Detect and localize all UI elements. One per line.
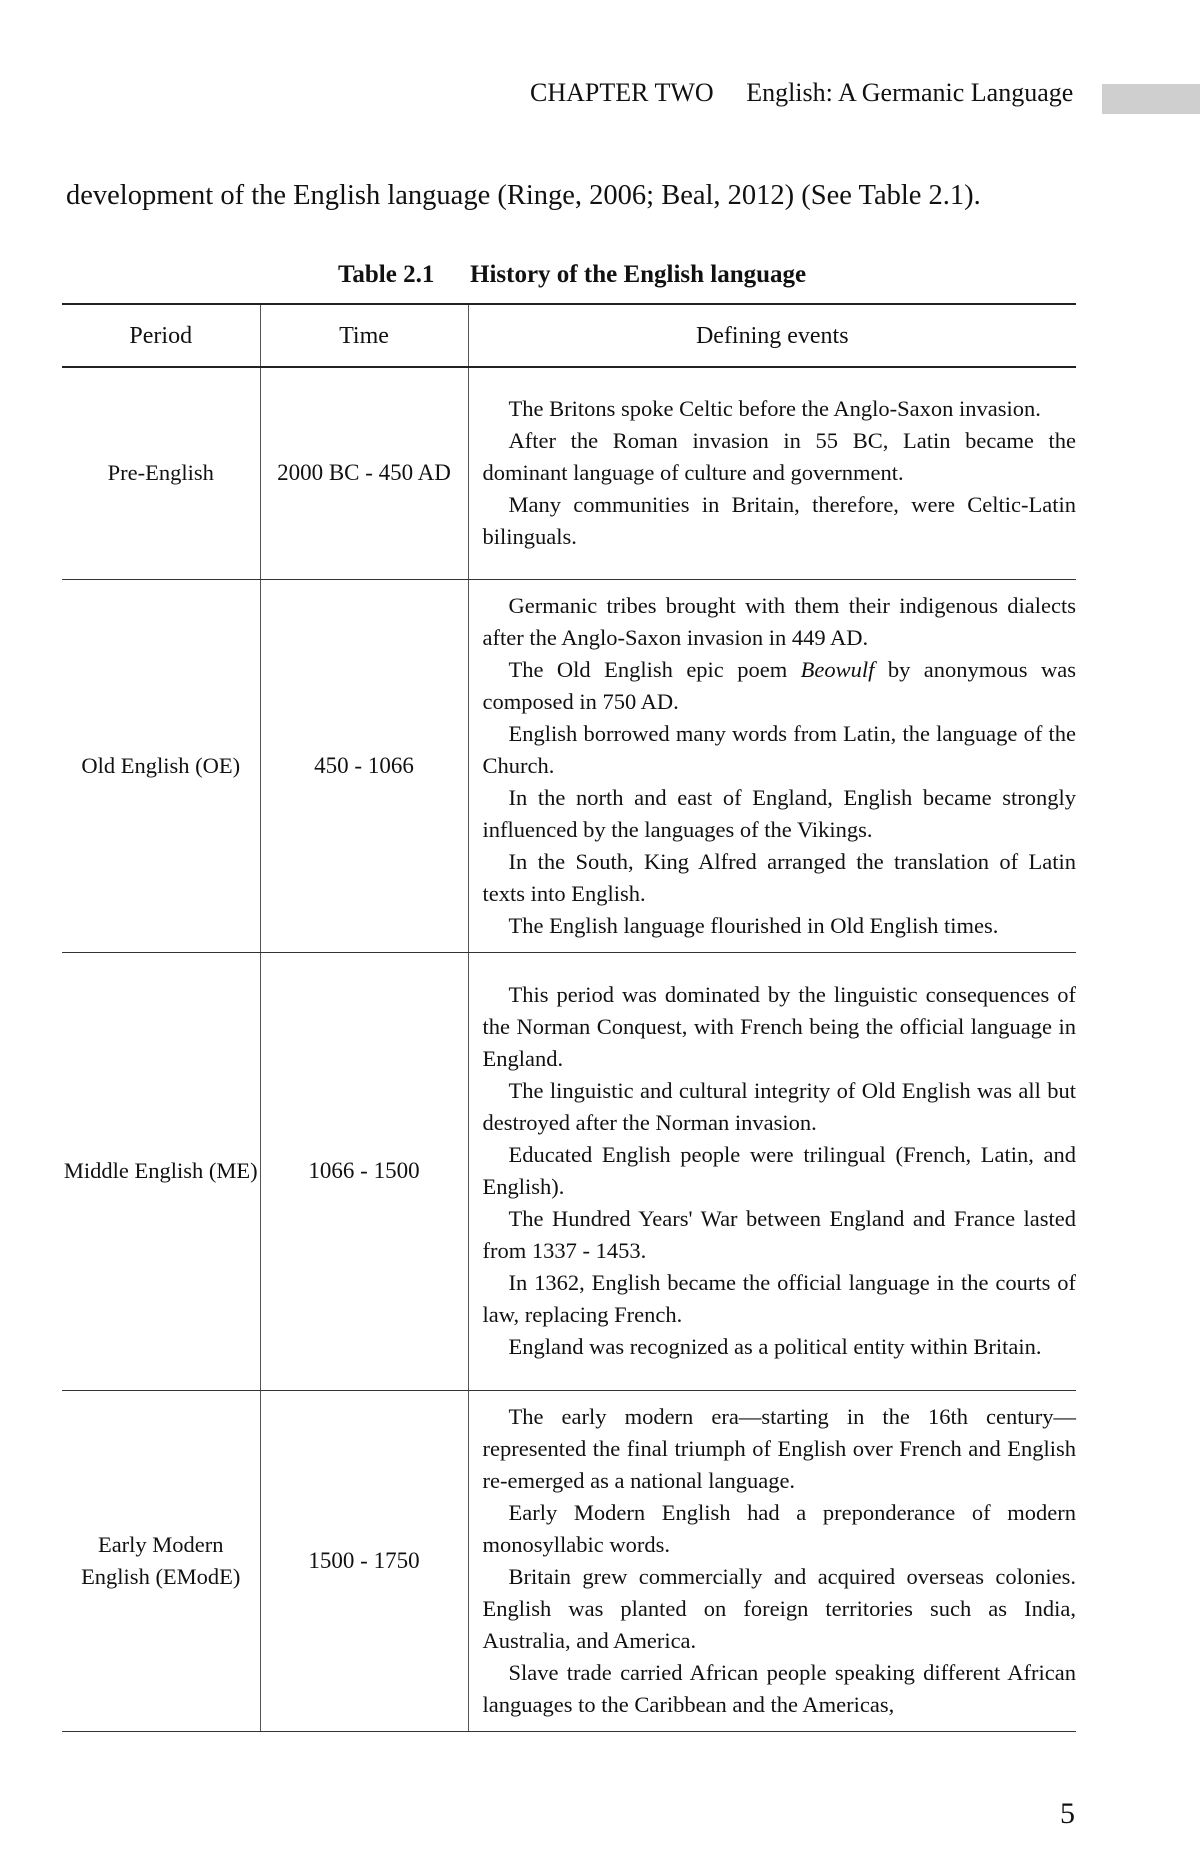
poem-title: Beowulf xyxy=(800,656,875,682)
event-text: This period was dominated by the linguistic consequences of the Norman Conquest, with French being the official language in England. xyxy=(482,982,1076,1071)
time-cell: 1066 - 1500 xyxy=(260,952,468,1390)
chapter-label: CHAPTER TWO xyxy=(530,78,714,107)
event-text: In the South, King Alfred arranged the translation of Latin texts into English. xyxy=(482,848,1076,906)
event-text: In the north and east of England, English became strongly influenced by the languages of the Vikings. xyxy=(482,784,1076,842)
page-number: 5 xyxy=(1060,1797,1075,1830)
period-cell: Old English (OE) xyxy=(62,579,260,952)
events-cell xyxy=(468,952,1076,1390)
table-number: Table 2.1 xyxy=(338,261,435,288)
running-header xyxy=(530,78,1073,108)
event-text: English borrowed many words from Latin, the language of the Church. xyxy=(482,720,1076,778)
event-text: The English language flourished in Old English times. xyxy=(508,912,999,938)
event-text: The early modern era—starting in the 16th century—represented the final triumph of English over French and English re-emerged as a national language. xyxy=(482,1403,1076,1493)
event-text: Slave trade carried African people speaking different African languages to the Caribbean and the Americas, xyxy=(482,1659,1076,1717)
table-header-row xyxy=(62,304,1076,367)
events-cell xyxy=(468,579,1076,952)
event-text: In 1362, English became the official language in the courts of law, replacing French. xyxy=(482,1270,1076,1327)
column-header-period: Period xyxy=(62,304,260,367)
table-row xyxy=(62,952,1076,1390)
time-cell: 2000 BC - 450 AD xyxy=(260,367,468,579)
event-text: Early Modern English had a preponderance of modern monosyllabic words. xyxy=(482,1499,1076,1557)
table-row xyxy=(62,1390,1076,1731)
event-text xyxy=(483,654,1077,718)
event-text: After the Roman invasion in 55 BC, Latin became the dominant language of culture and government. xyxy=(482,428,1076,486)
period-cell: Pre-English xyxy=(62,367,260,579)
intro-paragraph: development of the English language (Ringe, 2006; Beal, 2012) (See Table 2.1). xyxy=(66,180,981,211)
time-cell: 450 - 1066 xyxy=(260,579,468,952)
event-text: The Britons spoke Celtic before the Anglo-Saxon invasion. xyxy=(508,396,1041,422)
table-row xyxy=(62,579,1076,952)
event-text: The Hundred Years' War between England and France lasted from 1337 - 1453. xyxy=(482,1206,1076,1263)
header-decoration-bar xyxy=(1102,84,1200,114)
period-cell: Middle English (ME) xyxy=(62,952,260,1390)
history-table xyxy=(62,303,1076,1732)
event-text: Britain grew commercially and acquired overseas colonies. English was planted on foreign territories such as India, Australia, and America. xyxy=(482,1563,1076,1653)
column-header-time: Time xyxy=(260,304,468,367)
events-cell xyxy=(468,1390,1076,1731)
chapter-subtitle: English: A Germanic Language xyxy=(746,78,1074,107)
event-text: The linguistic and cultural integrity of Old English was all but destroyed after the Norman invasion. xyxy=(482,1078,1076,1135)
table-row xyxy=(62,367,1076,579)
event-text-beowulf: The Old English epic poem Beowulf by anonymous was composed in 750 AD. xyxy=(482,656,1076,714)
time-cell: 1500 - 1750 xyxy=(260,1390,468,1731)
table-title: History of the English language xyxy=(470,261,807,288)
events-cell xyxy=(468,367,1076,579)
period-cell: Early Modern English (EModE) xyxy=(62,1390,260,1731)
column-header-events: Defining events xyxy=(468,304,1076,367)
event-text: England was recognized as a political entity within Britain. xyxy=(508,1334,1042,1359)
event-text: Germanic tribes brought with them their indigenous dialects after the Anglo-Saxon invasion in 449 AD. xyxy=(482,592,1076,650)
event-text: Educated English people were trilingual (French, Latin, and English). xyxy=(482,1142,1076,1199)
event-text: Many communities in Britain, therefore, were Celtic-Latin bilinguals. xyxy=(482,492,1076,550)
